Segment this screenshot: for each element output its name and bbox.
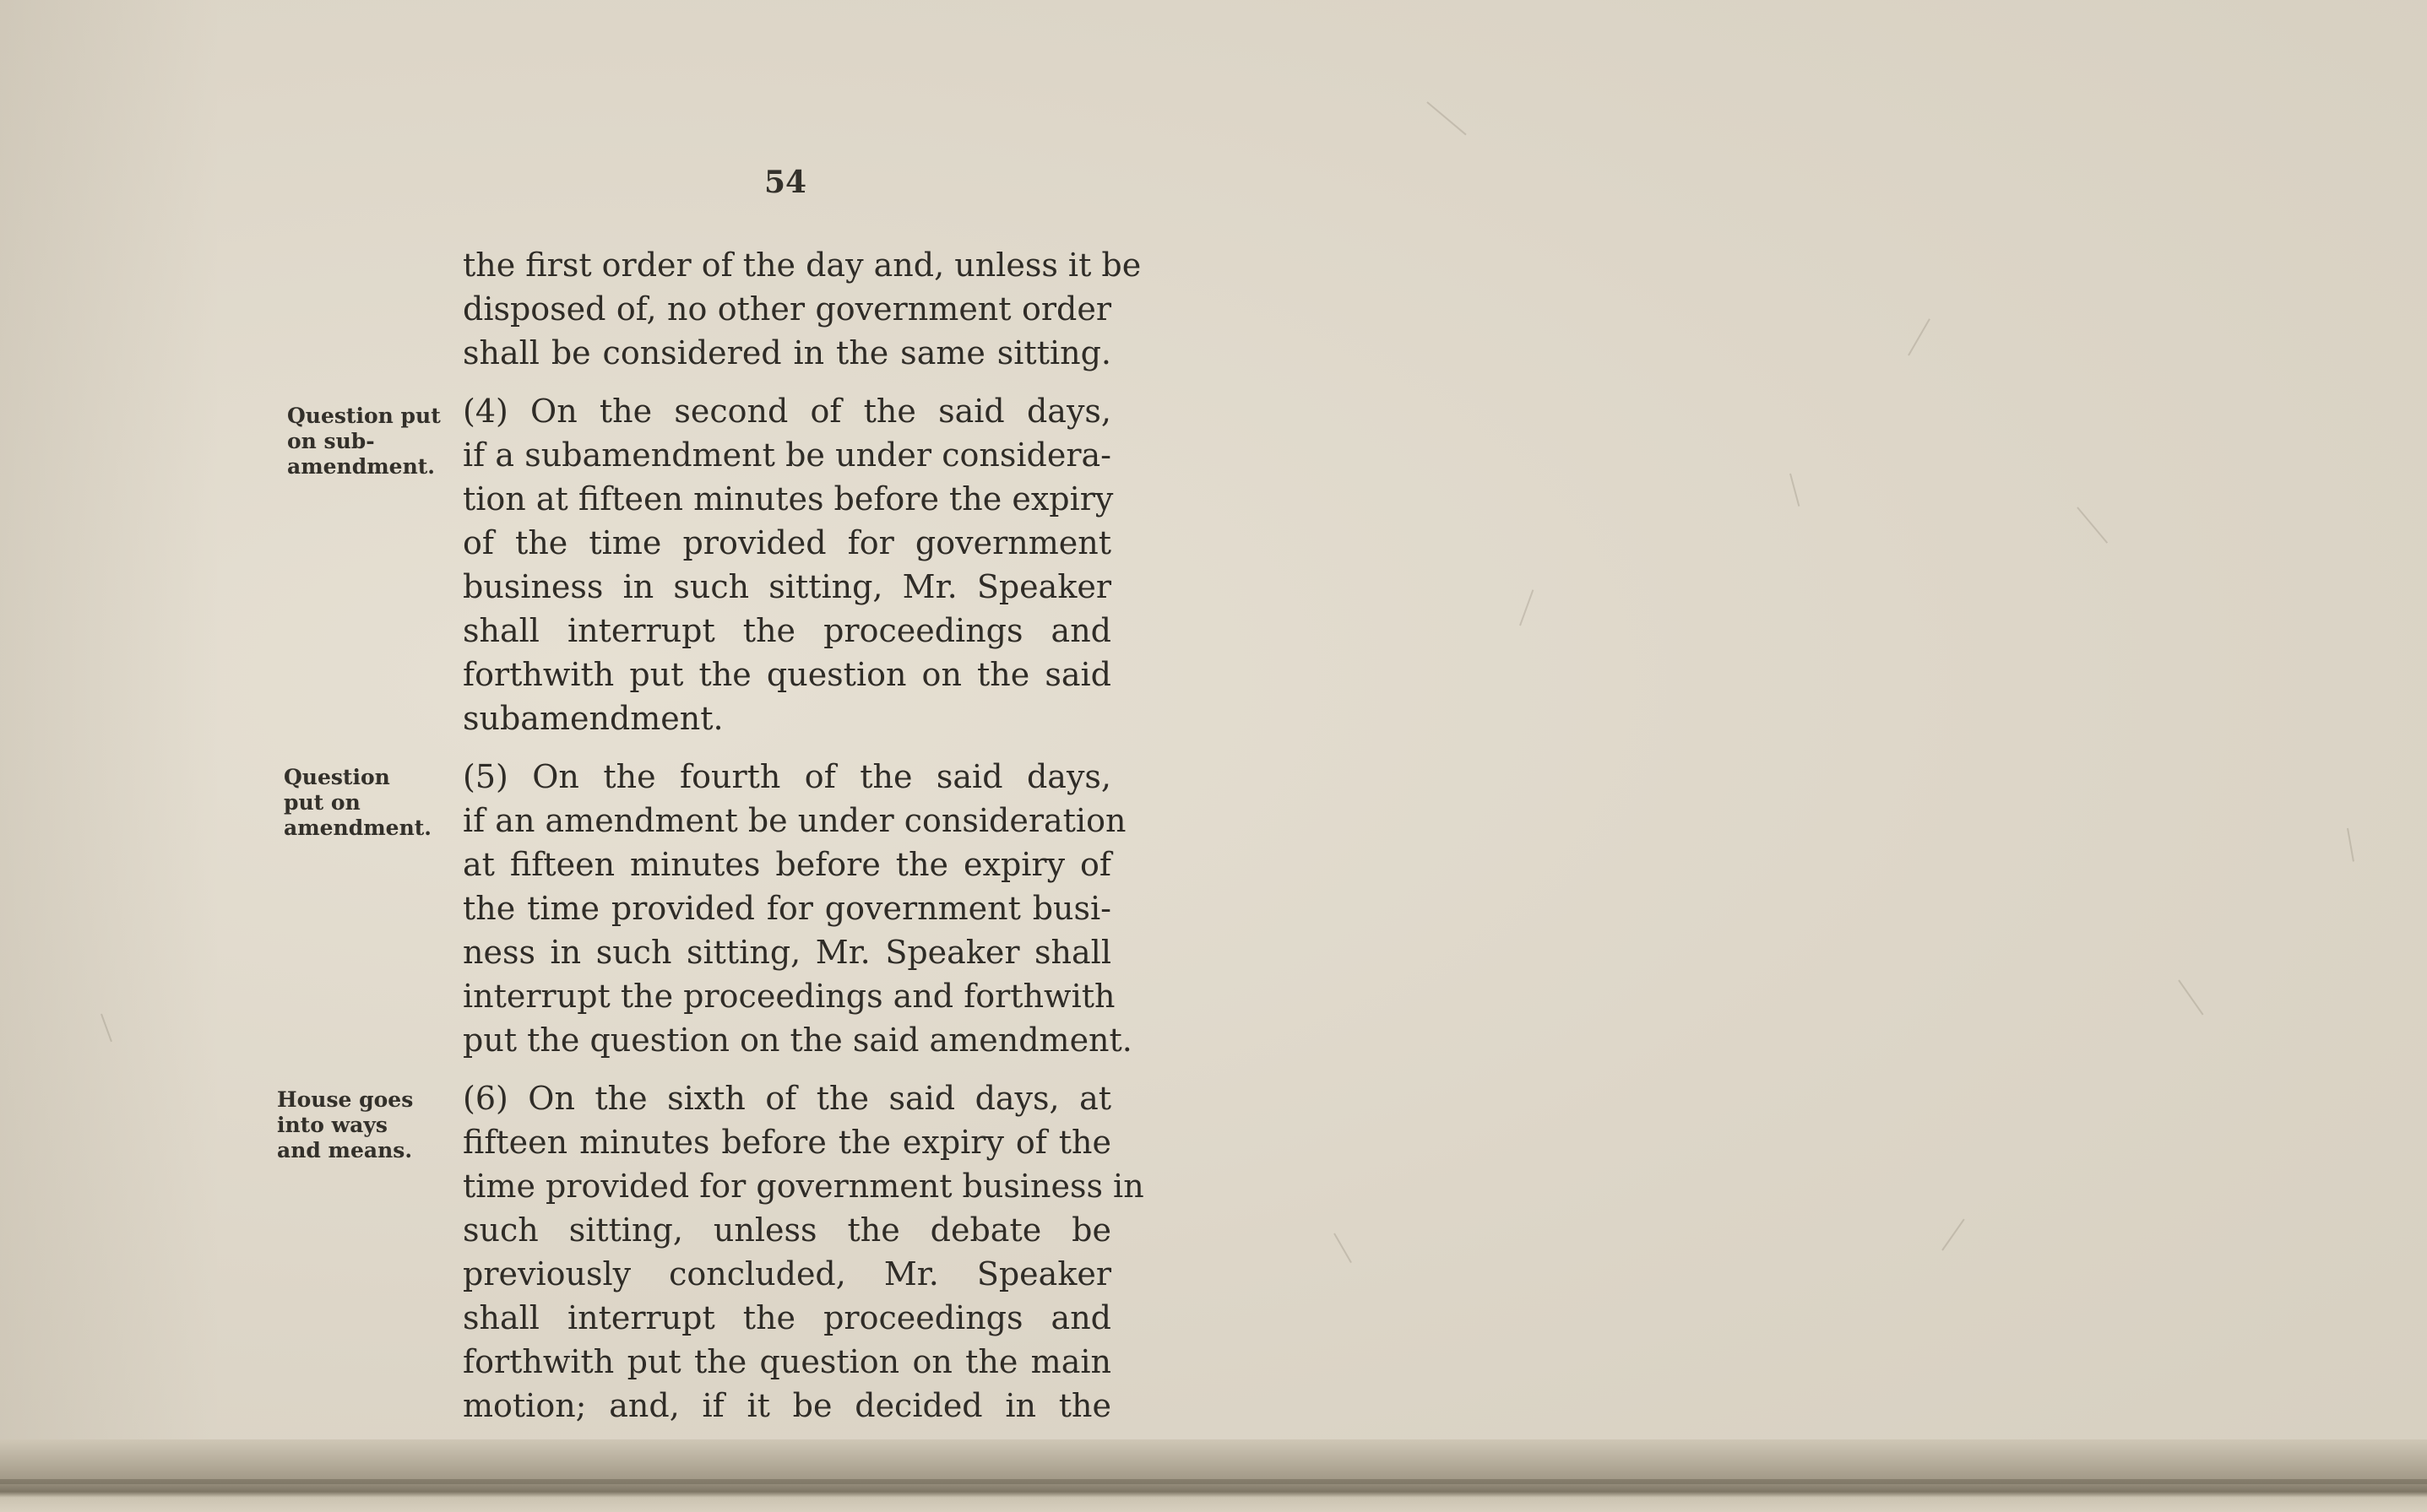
paragraph-5 [463,755,1132,1062]
margin-note-line: amendment. [284,816,432,840]
margin-note-line: amendment. [287,454,435,479]
text-line: shall interrupt the proceedings and [463,1299,1111,1336]
margin-note-subamendment [287,404,448,480]
text-line: previously concluded, Mr. Speaker [463,1255,1111,1293]
text-line: interrupt the proceedings and forthwith [463,978,1116,1015]
text-line: tion at fifteen minutes before the expiry [463,480,1114,518]
margin-note-line: put on [284,790,361,815]
text-line: of the time provided for government [463,524,1111,561]
margin-note-line: Question [284,765,390,789]
text-line: disposed of, no other government order [463,290,1111,328]
page-bottom-line [0,1479,2427,1484]
text-line: put the question on the said amendment. [463,1022,1132,1059]
text-line: time provided for government business in [463,1168,1144,1205]
page-bottom-edge [0,1439,2427,1512]
text-line: ness in such sitting, Mr. Speaker shall [463,934,1111,971]
margin-note-line: and means. [277,1138,413,1162]
paragraph-continuation [463,243,1142,375]
text-line: (4) On the second of the said days, [463,393,1111,430]
margin-note-line: into ways [277,1113,388,1137]
paper-shadow [0,0,220,1512]
text-line: motion; and, if it be decided in the [463,1387,1111,1424]
body-text [463,243,1144,1442]
margin-note-ways-and-means [277,1087,437,1163]
text-line: forthwith put the question on the said [463,656,1111,693]
text-line: the time provided for government busi- [463,890,1111,927]
text-line: shall be considered in the same sitting. [463,334,1111,371]
paragraph-4 [463,389,1114,740]
page-number: 54 [763,165,807,200]
text-line: if a subamendment be under considera- [463,436,1111,474]
margin-note-amendment [284,765,444,841]
text-line: such sitting, unless the debate be [463,1211,1111,1249]
text-line: fifteen minutes before the expiry of the [463,1124,1111,1161]
text-line: subamendment. [463,700,724,737]
paragraph-6 [463,1076,1144,1428]
margin-note-line: Question put [287,404,441,428]
text-line: shall interrupt the proceedings and [463,612,1111,649]
text-line: at fifteen minutes before the expiry of [463,846,1111,883]
text-line: forthwith put the question on the main [463,1343,1111,1380]
text-line: if an amendment be under consideration [463,802,1127,839]
margin-note-line: on sub- [287,429,375,453]
text-line: (5) On the fourth of the said days, [463,758,1111,795]
text-line: business in such sitting, Mr. Speaker [463,568,1111,605]
text-line: (6) On the sixth of the said days, at [463,1080,1111,1117]
margin-note-line: House goes [277,1087,414,1112]
text-line: the first order of the day and, unless it be [463,247,1142,284]
